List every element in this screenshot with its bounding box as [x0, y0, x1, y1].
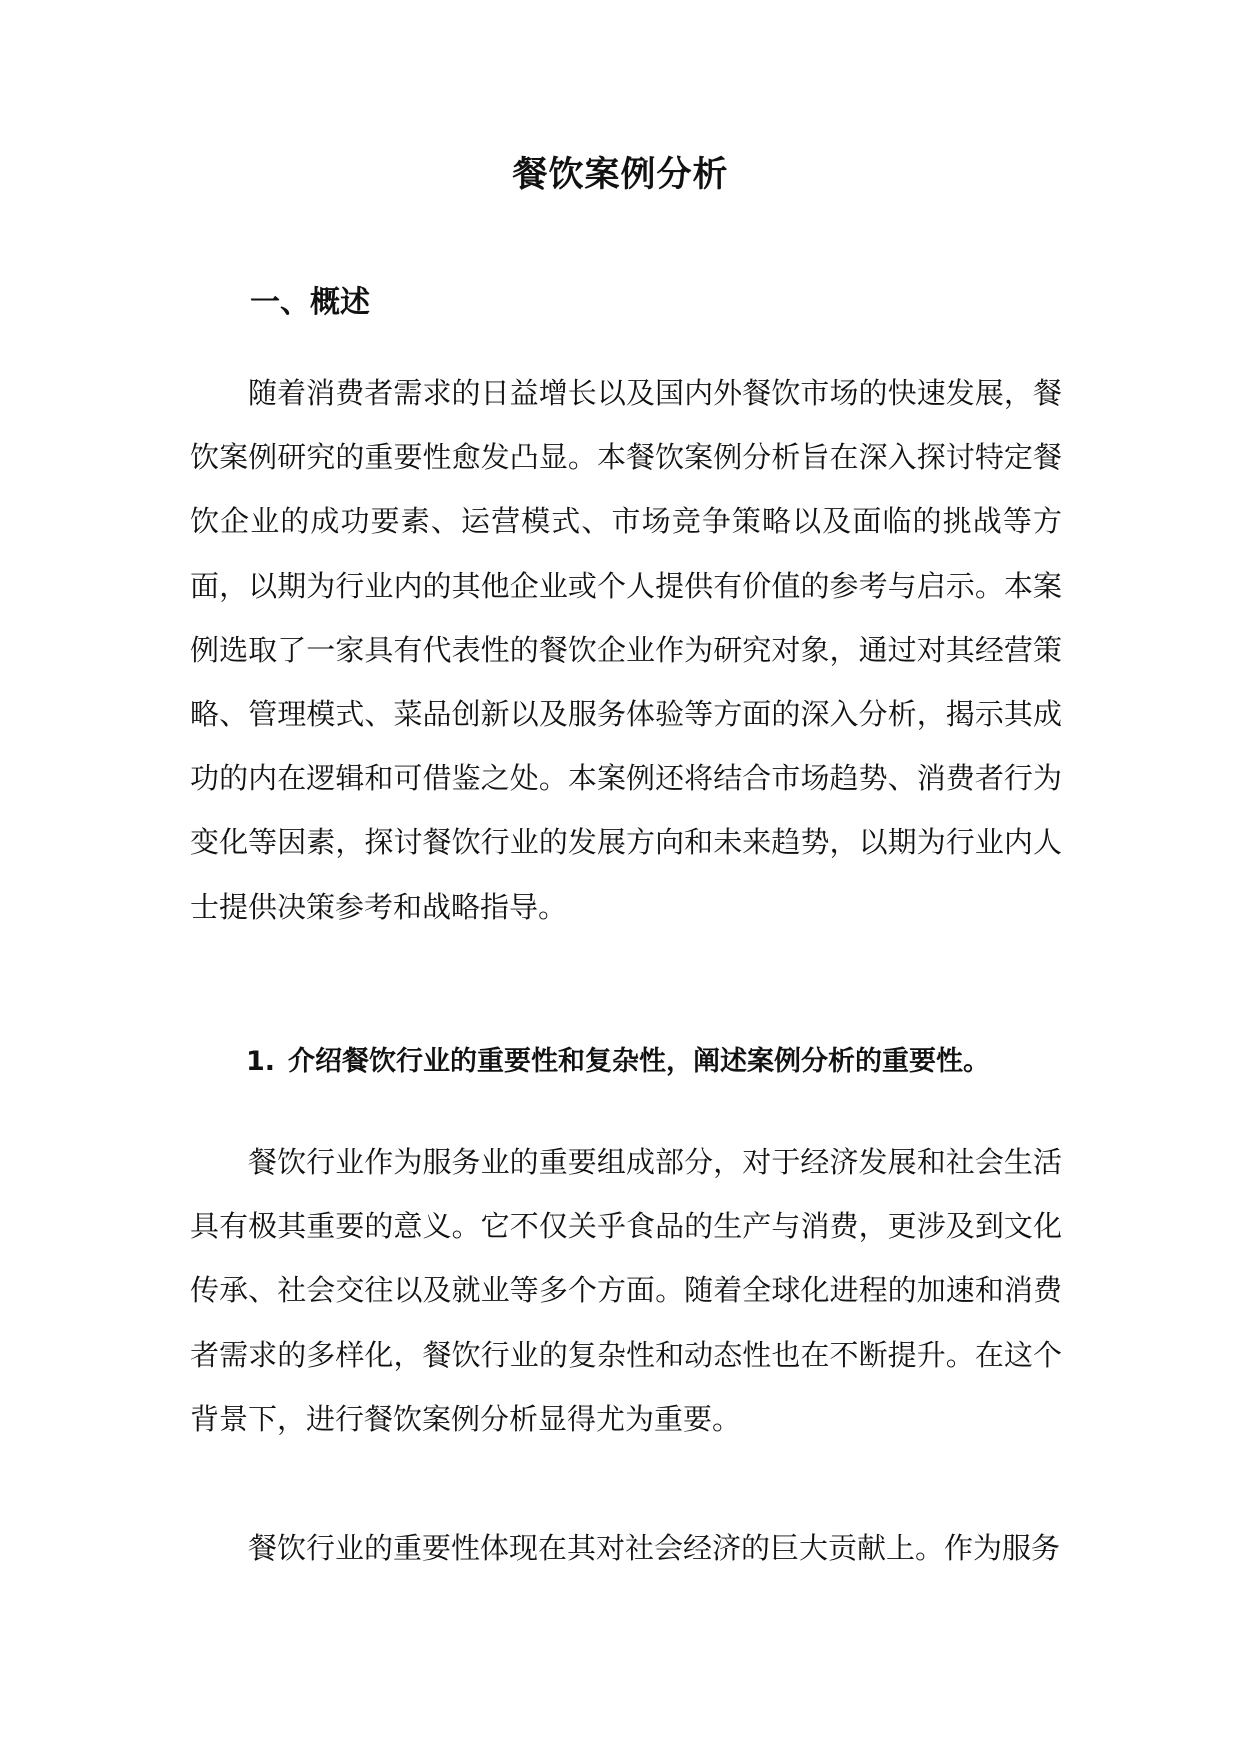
- body-paragraph: 餐饮行业作为服务业的重要组成部分，对于经济发展和社会生活具有极其重要的意义。它不仅关乎食品的生产与消费，更涉及到文化传承、社会交往以及就业等多个方面。随着全球化进程的加速和消费者需求的多样化，餐饮行业的复杂性和动态性也在不断提升。在这个背景下，进行餐饮案例分析显得尤为重要。: [190, 1145, 1062, 1436]
- subsection-number: 1.: [246, 1046, 276, 1077]
- document-title: 餐饮案例分析: [512, 155, 729, 195]
- subsection-heading: [246, 1037, 990, 1087]
- body-paragraph: 餐饮行业的重要性体现在其对社会经济的巨大贡献上。作为服务: [248, 1531, 1061, 1565]
- section-heading-overview: 一、概述: [250, 285, 370, 320]
- subsection-heading-text: 介绍餐饮行业的重要性和复杂性，阐述案例分析的重要性。: [288, 1046, 990, 1077]
- overview-paragraph: 随着消费者需求的日益增长以及国内外餐饮市场的快速发展，餐饮案例研究的重要性愈发凸显。本餐饮案例分析旨在深入探讨特定餐饮企业的成功要素、运营模式、市场竞争策略以及面临的挑战等方面，以期为行业内的其他企业或个人提供有价值的参考与启示。本案例选取了一家具有代表性的餐饮企业作为研究对象，通过对其经营策略、管理模式、菜品创新以及服务体验等方面的深入分析，揭示其成功的内在逻辑和可借鉴之处。本案例还将结合市场趋势、消费者行为变化等因素，探讨餐饮行业的发展方向和未来趋势，以期为行业内人士提供决策参考和战略指导。: [190, 376, 1062, 924]
